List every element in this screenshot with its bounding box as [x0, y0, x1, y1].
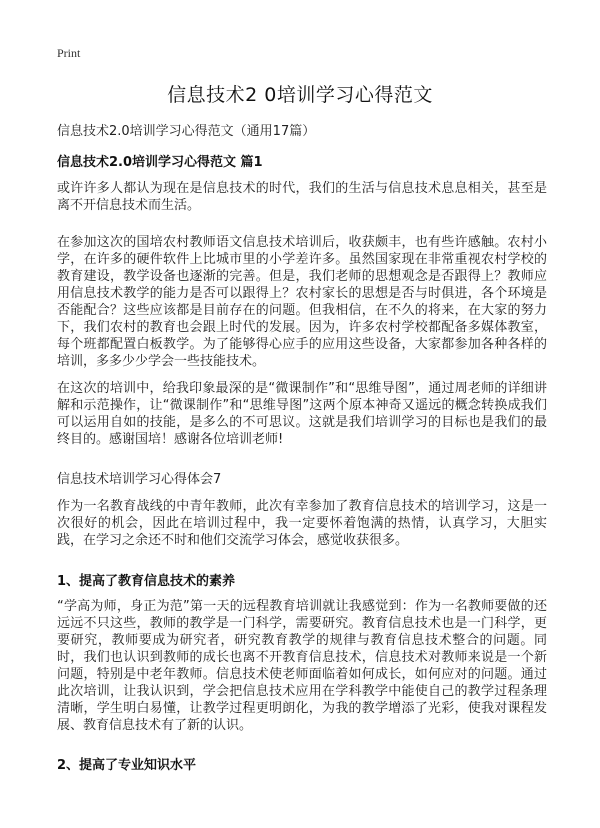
print-label[interactable]: Print — [57, 46, 81, 60]
paragraph-5: “学高为师，身正为范”第一天的远程教育培训就让我感觉到：作为一名教师要做的还远远不只这些，教师的教学是一门科学，需要研究。教育信息技术也是一门科学，更要研究，教师要成为研究者，研究教育教学的规律与教育信息技术整合的问题。同时，我们也认识到教师的成长也离不开教育信息技术，信息技术对教师来说是一个新问题，特别是中老年教师。信息技术使老师面临着如何成长，如何应对的问题。通过此次培训，让我认识到，学会把信息技术应用在学科教学中能使自己的教学过程条理清晰，学生明白易懂，让教学过程更明朗化，为我的教学增添了光彩，使我对课程发展、教育信息技术有了新的认识。 — [57, 599, 547, 733]
page-title: 信息技术2 0培训学习心得范文 — [167, 84, 433, 106]
paragraph-2: 在参加这次的国培农村教师语文信息技术培训后，收获颇丰，也有些许感触。农村小学，在许多的硬件软件上比城市里的小学差许多。虽然国家现在非常重视农村学校的教育建设，教学设备也逐渐的完善。但是，我们老师的思想观念是否跟得上？教师应用信息技术教学的能力是否可以跟得上？农村家长的思想是否与时俱进，各个环境是否能配合？这些应该都是目前存在的问题。但我相信，在不久的将来，在大家的努力下，我们农村的教育也会跟上时代的发展。因为，许多农村学校都配备多媒体教室，每个班都配置白板教学。为了能够得心应手的应用这些设备，大家都参加各种各样的培训，多多少少学会一些技能技术。 — [57, 235, 547, 369]
section-heading-1: 信息技术2.0培训学习心得范文 篇1 — [57, 155, 263, 170]
point-heading-2: 2、提高了专业知识水平 — [57, 758, 197, 773]
paragraph-3: 在这次的培训中，给我印象最深的是“微课制作”和“思维导图”，通过周老师的详细讲解和示范操作，让“微课制作”和“思维导图”这两个原本神奇又遥远的概念转换成我们可以运用自如的技能，是多么的不可思议。这就是我们培训学习的目标也是我们的最终目的。感谢国培！感谢各位培训老师! — [57, 381, 547, 447]
point-heading-1: 1、提高了教育信息技术的素养 — [57, 574, 236, 589]
section-heading-2: 信息技术培训学习心得体会7 — [57, 472, 222, 487]
paragraph-4: 作为一名教育战线的中青年教师，此次有幸参加了教育信息技术的培训学习，这是一次很好的机会，因此在培训过程中，我一定要怀着饱满的热情，认真学习，大胆实践，在学习之余还不时和他们交流学习体会，感觉收获很多。 — [57, 499, 547, 548]
paragraph-1: 或许许多人都认为现在是信息技术的时代，我们的生活与信息技术息息相关，甚至是离不开信息技术而生活。 — [57, 181, 547, 213]
document-subtitle: 信息技术2.0培训学习心得范文（通用17篇） — [57, 124, 316, 139]
